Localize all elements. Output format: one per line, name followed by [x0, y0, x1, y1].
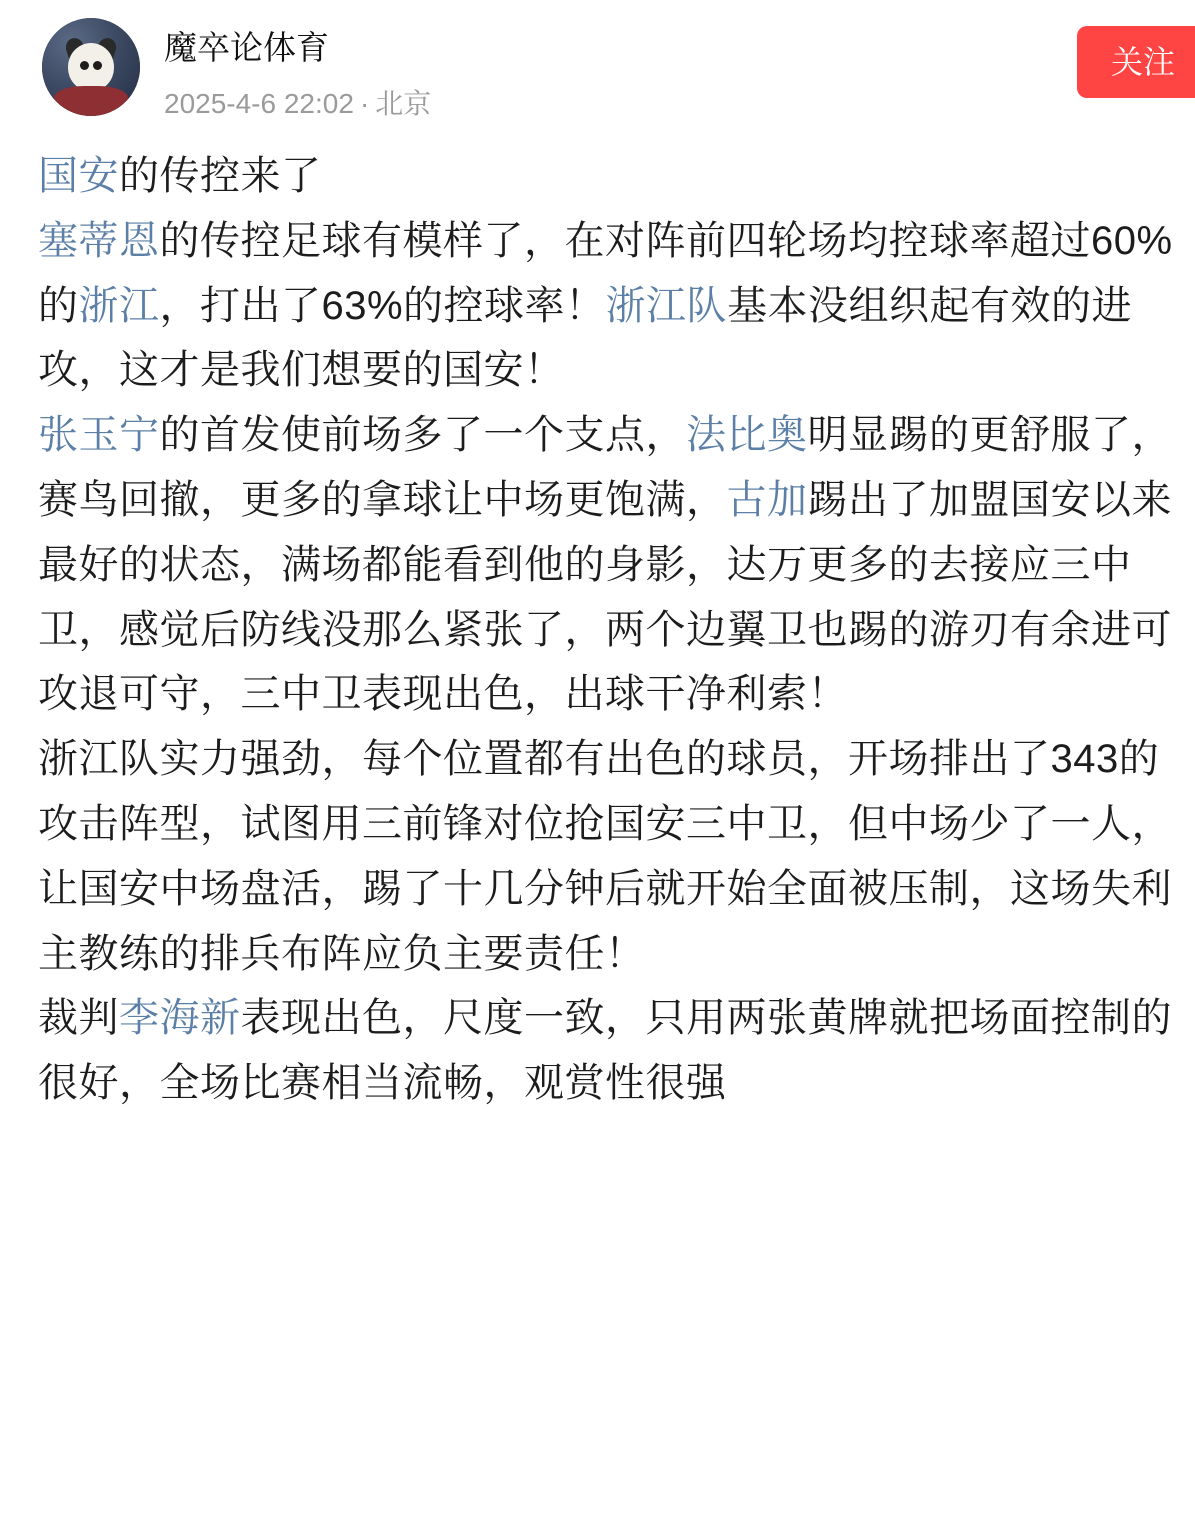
- follow-button[interactable]: 关注: [1077, 26, 1195, 98]
- para3-text-3: 踢出了加盟国安以来最好的状态，满场都能看到他的身影，达万更多的去接应三中卫，感觉后防线没那么紧张了，两个边翼卫也踢的游刃有余进可攻退可守，三中卫表现出色，出球干净利索！: [38, 477, 1172, 717]
- avatar[interactable]: [42, 18, 140, 116]
- mention-guga[interactable]: 古加: [726, 477, 808, 522]
- mention-zhejiang-team[interactable]: 浙江队: [605, 283, 728, 328]
- mention-zhejiang[interactable]: 浙江: [78, 283, 160, 328]
- content-paragraph-4: 浙江队实力强劲，每个位置都有出色的球员，开场排出了343的攻击阵型，试图用三前锋对位抢国安三中卫，但中场少了一人，让国安中场盘活，踢了十几分钟后就开始全面被压制，这场失利主教练的排兵布阵应负主要责任！: [38, 737, 1172, 976]
- line1-text: 的传控来了: [119, 154, 322, 198]
- mention-lihaixin[interactable]: 李海新: [119, 996, 241, 1041]
- content-paragraph-5: [38, 986, 1195, 1116]
- avatar-body-icon: [54, 86, 128, 116]
- para2-text-3: 基本没组织起有效的进攻，这才是我们想要的国安！: [38, 283, 1133, 393]
- para2-text-1: 的传控足球有模样了，在对阵前四轮场均控球率超过60%的: [38, 218, 1173, 328]
- post-meta: [164, 82, 431, 122]
- para3-text-1: 的首发使前场多了一个支点，: [159, 413, 686, 458]
- para5-text-2: 表现出色，尺度一致，只用两张黄牌就把场面控制的很好，全场比赛相当流畅，观赏性很强: [38, 996, 1172, 1106]
- avatar-face-icon: [68, 43, 114, 91]
- content-paragraph-3: [38, 403, 1195, 727]
- para3-text-2: 明显踢的更舒服了，赛鸟回撤，更多的拿球让中场更饱满，: [38, 413, 1172, 522]
- post-location: 北京: [375, 87, 432, 119]
- content-paragraph-2: [38, 209, 1195, 403]
- author-block: [164, 18, 431, 122]
- meta-separator: ·: [359, 87, 370, 119]
- para5-text-1: 裁判: [38, 996, 119, 1041]
- mention-fabio[interactable]: 法比奥: [686, 413, 808, 458]
- post-timestamp: 2025-4-6 22:02: [164, 87, 354, 119]
- author-name[interactable]: 魔卒论体育: [164, 29, 329, 66]
- mention-setien[interactable]: 塞蒂恩: [38, 218, 160, 263]
- mention-zhangyuning[interactable]: 张玉宁: [38, 413, 160, 458]
- post-header: [0, 0, 1195, 122]
- mention-guoan[interactable]: 国安: [38, 154, 119, 198]
- content-line-1: [38, 144, 1195, 209]
- para2-text-2: ，打出了63%的控球率！: [159, 283, 606, 328]
- post-content: [0, 122, 1195, 1116]
